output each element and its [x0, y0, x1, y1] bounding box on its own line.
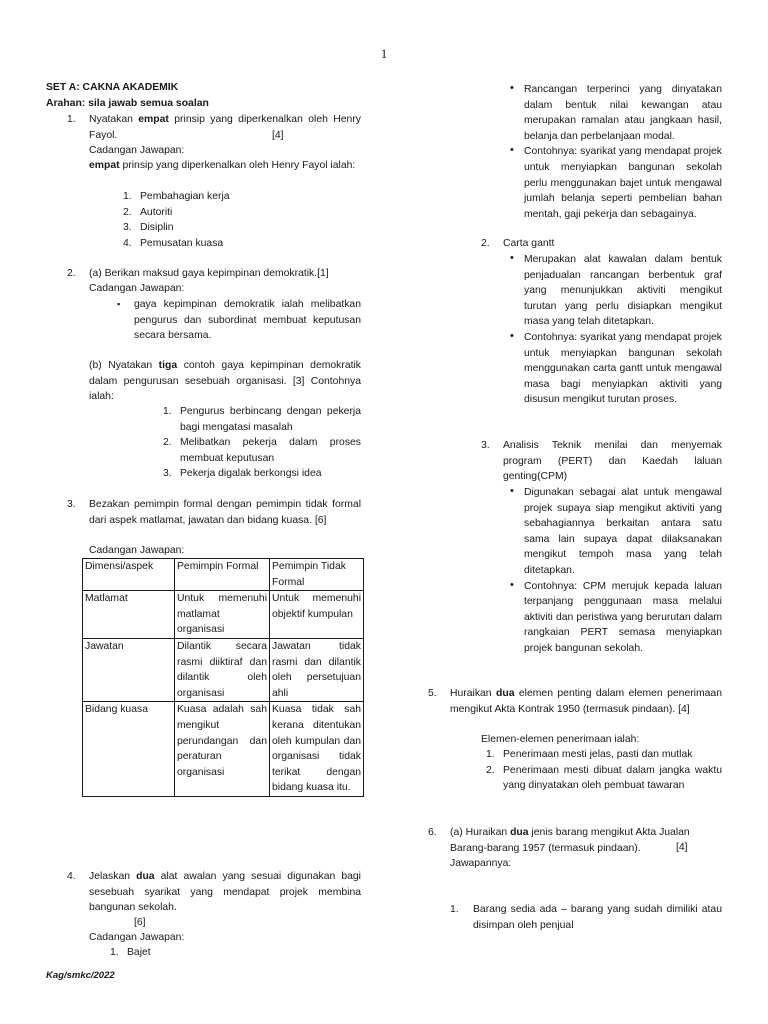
- comparison-table: [82, 558, 364, 797]
- gantt-bullets: [510, 252, 722, 408]
- q6-item1-number: 1.: [450, 904, 459, 915]
- q4-marks: [6]: [134, 917, 146, 928]
- table-cell: Kuasa adalah sah mengikut perundangan dan peraturan organisasi: [175, 702, 270, 797]
- bullet-icon: •: [510, 329, 514, 342]
- q6-question: (a) Huraikan dua jenis barang mengikut Akta Jualan Barang-barang 1957 (termasuk pindaan).: [450, 827, 690, 854]
- list-item: 3. Disiplin: [123, 222, 174, 234]
- list-item: 3. Pekerja digalak berkongsi idea: [163, 468, 322, 480]
- bajet-bullets: [510, 82, 722, 222]
- q2-number: 2.: [67, 268, 76, 279]
- footer-code: Kag/smkc/2022: [46, 970, 115, 981]
- q6-item1: Barang sedia ada – barang yang sudah dimiliki atau disimpan oleh penjual: [473, 904, 722, 931]
- q5-list: [486, 747, 722, 794]
- q2-cadangan: Cadangan Jawapan:: [89, 283, 185, 294]
- page-number: 1: [380, 46, 388, 61]
- q1-question: Nyatakan empat prinsip yang diperkenalkan oleh Henry Fayol.: [89, 114, 361, 141]
- q1-answer-intro: empat prinsip yang diperkenalkan oleh Henry Fayol ialah:: [89, 160, 356, 171]
- q6-marks: [4]: [676, 842, 688, 853]
- table-cell: Dilantik secara rasmi diiktiraf dan dilantik oleh organisasi: [175, 638, 270, 701]
- list-item: 2. Melibatkan pekerja dalam proses membuat keputusan: [163, 437, 361, 464]
- list-item: 2. Penerimaan mesti dibuat dalam jangka waktu yang dinyatakan oleh pembuat tawaran: [486, 764, 722, 792]
- q5-sub: Elemen-elemen penerimaan ialah:: [481, 734, 640, 745]
- table-row: [83, 638, 364, 701]
- q4-number: 4.: [67, 871, 76, 882]
- table-cell: Untuk memenuhi matlamat organisasi: [175, 591, 270, 639]
- q1-marks: [4]: [272, 130, 284, 141]
- list-item: 1. Pengurus berbincang dengan pekerja bagi mengatasi masalah: [163, 406, 361, 433]
- q2a-answer: ▪ gaya kepimpinan demokratik ialah melibatkan pengurus dan subordinat membuat keputusan secara bersama.: [117, 299, 361, 342]
- table-cell: Matlamat: [83, 591, 175, 639]
- list-item: 4. Pemusatan kuasa: [123, 237, 224, 249]
- q3-cadangan: Cadangan Jawapan:: [89, 545, 185, 556]
- q1-number: 1.: [67, 114, 76, 125]
- bullet-icon: ▪: [117, 299, 121, 309]
- q6-jawapan: Jawapannya:: [450, 858, 512, 869]
- set-title: SET A: CAKNA AKADEMIK: [46, 82, 179, 93]
- list-item: • Contohnya: syarikat yang mendapat projek untuk menyiapkan bangunan sekolah menggunakan carta gantt untuk mengawal masa bagi menyiapkan aktiviti yang disusun mengikut turutan proses.: [510, 329, 722, 406]
- q4-cadangan: Cadangan Jawapan:: [89, 932, 185, 943]
- q1-cadangan: Cadangan Jawapan:: [89, 145, 185, 156]
- list-item: • Rancangan terperinci yang dinyatakan dalam bentuk nilai kewangan atau merupakan ramalan atau jangkaan hasil, belanja dan perbelanjaan modal.: [510, 82, 722, 142]
- list-item: • Digunakan sebagai alat untuk mengawal projek supaya siap mengikut aktiviti yang sebahagiannya berkaitan antara satu sama lain supaya dapat dilaksanakan mengikut tempoh masa yang telah ditetapkan.: [510, 485, 722, 576]
- bullet-icon: •: [510, 485, 514, 497]
- list-item: 2. Autoriti: [123, 206, 173, 218]
- table-cell: Kuasa tidak sah kerana ditentukan oleh kumpulan dan organisasi tidak terikat dengan bidang kuasa itu.: [270, 702, 364, 797]
- table-header-row: [83, 559, 364, 591]
- table-row: [83, 702, 364, 797]
- bullet-icon: •: [510, 252, 514, 264]
- q4-item3-label: Analisis Teknik menilai dan menyemak program (PERT) dan Kaedah laluan genting(CPM): [503, 440, 722, 483]
- q3-question: Bezakan pemimpin formal dengan pemimpin tidak formal dari aspek matlamat, jawatan dan bidang kuasa. [6]: [89, 499, 361, 526]
- list-item: • Merupakan alat kawalan dalam bentuk penjadualan rancangan berbentuk graf yang menunjukkan aktiviti mengikut turutan yang perlu disiapkan mengikut masa yang telah ditetapkan.: [510, 252, 722, 328]
- q6-number: 6.: [428, 827, 437, 838]
- q4-question: Jelaskan dua alat awalan yang sesuai digunakan bagi sesebuah syarikat yang mendapat projek membina bangunan sekolah.: [89, 871, 361, 914]
- q4-item2-label: Carta gantt: [503, 238, 555, 249]
- q4-item1-label: Bajet: [127, 947, 151, 958]
- q4-item3-number: 3.: [481, 440, 490, 451]
- q4-item1-number: 1.: [110, 947, 119, 958]
- table-cell: Jawatan: [83, 638, 175, 701]
- q2a-question: (a) Berikan maksud gaya kepimpinan demokratik.[1]: [89, 268, 329, 279]
- table-cell: Bidang kuasa: [83, 702, 175, 797]
- table-header-cell: Pemimpin Formal: [175, 559, 270, 591]
- q2b-list: [163, 404, 361, 482]
- bullet-icon: •: [510, 82, 514, 94]
- q3-number: 3.: [67, 499, 76, 510]
- list-item: 1. Pembahagian kerja: [123, 191, 230, 202]
- q4-item2-number: 2.: [481, 238, 490, 249]
- table-row: [83, 591, 364, 639]
- q5-question: Huraikan dua elemen penting dalam elemen penerimaan mengikut Akta Kontrak 1950 (termasuk pindaan). [4]: [450, 688, 722, 715]
- q2b-question: (b) Nyatakan tiga contoh gaya kepimpinan demokratik dalam pengurusan sesebuah organisasi. [3] Contohnya ialah:: [89, 360, 361, 403]
- table-header-cell: Dimensi/aspek: [83, 559, 175, 591]
- bullet-icon: •: [510, 144, 514, 157]
- list-item: • Contohnya: syarikat yang mendapat projek untuk menyiapkan bangunan sekolah perlu menggunakan bajet untuk mengawal jumlah belanja seperti pembelian bahan mentah, gaji pekerja dan sebagainya.: [510, 144, 722, 220]
- table-cell: Jawatan tidak rasmi dan dilantik oleh persetujuan ahli: [270, 638, 364, 701]
- pert-bullets: [510, 485, 722, 657]
- instruction: Arahan: sila jawab semua soalan: [46, 98, 209, 109]
- q5-number: 5.: [428, 688, 437, 699]
- table-header-cell: Pemimpin Tidak Formal: [270, 559, 364, 591]
- table-cell: Untuk memenuhi objektif kumpulan: [270, 591, 364, 639]
- q1-list: [123, 189, 230, 251]
- list-item: 1. Penerimaan mesti jelas, pasti dan mutlak: [486, 749, 693, 760]
- list-item: • Contohnya: CPM merujuk kepada laluan terpanjang penggunaan masa melalui aktiviti dan peristiwa yang berurutan dalam rangkaian PERT semasa menyiapkan projek bangunan sekolah.: [510, 578, 722, 654]
- bullet-icon: •: [510, 578, 514, 591]
